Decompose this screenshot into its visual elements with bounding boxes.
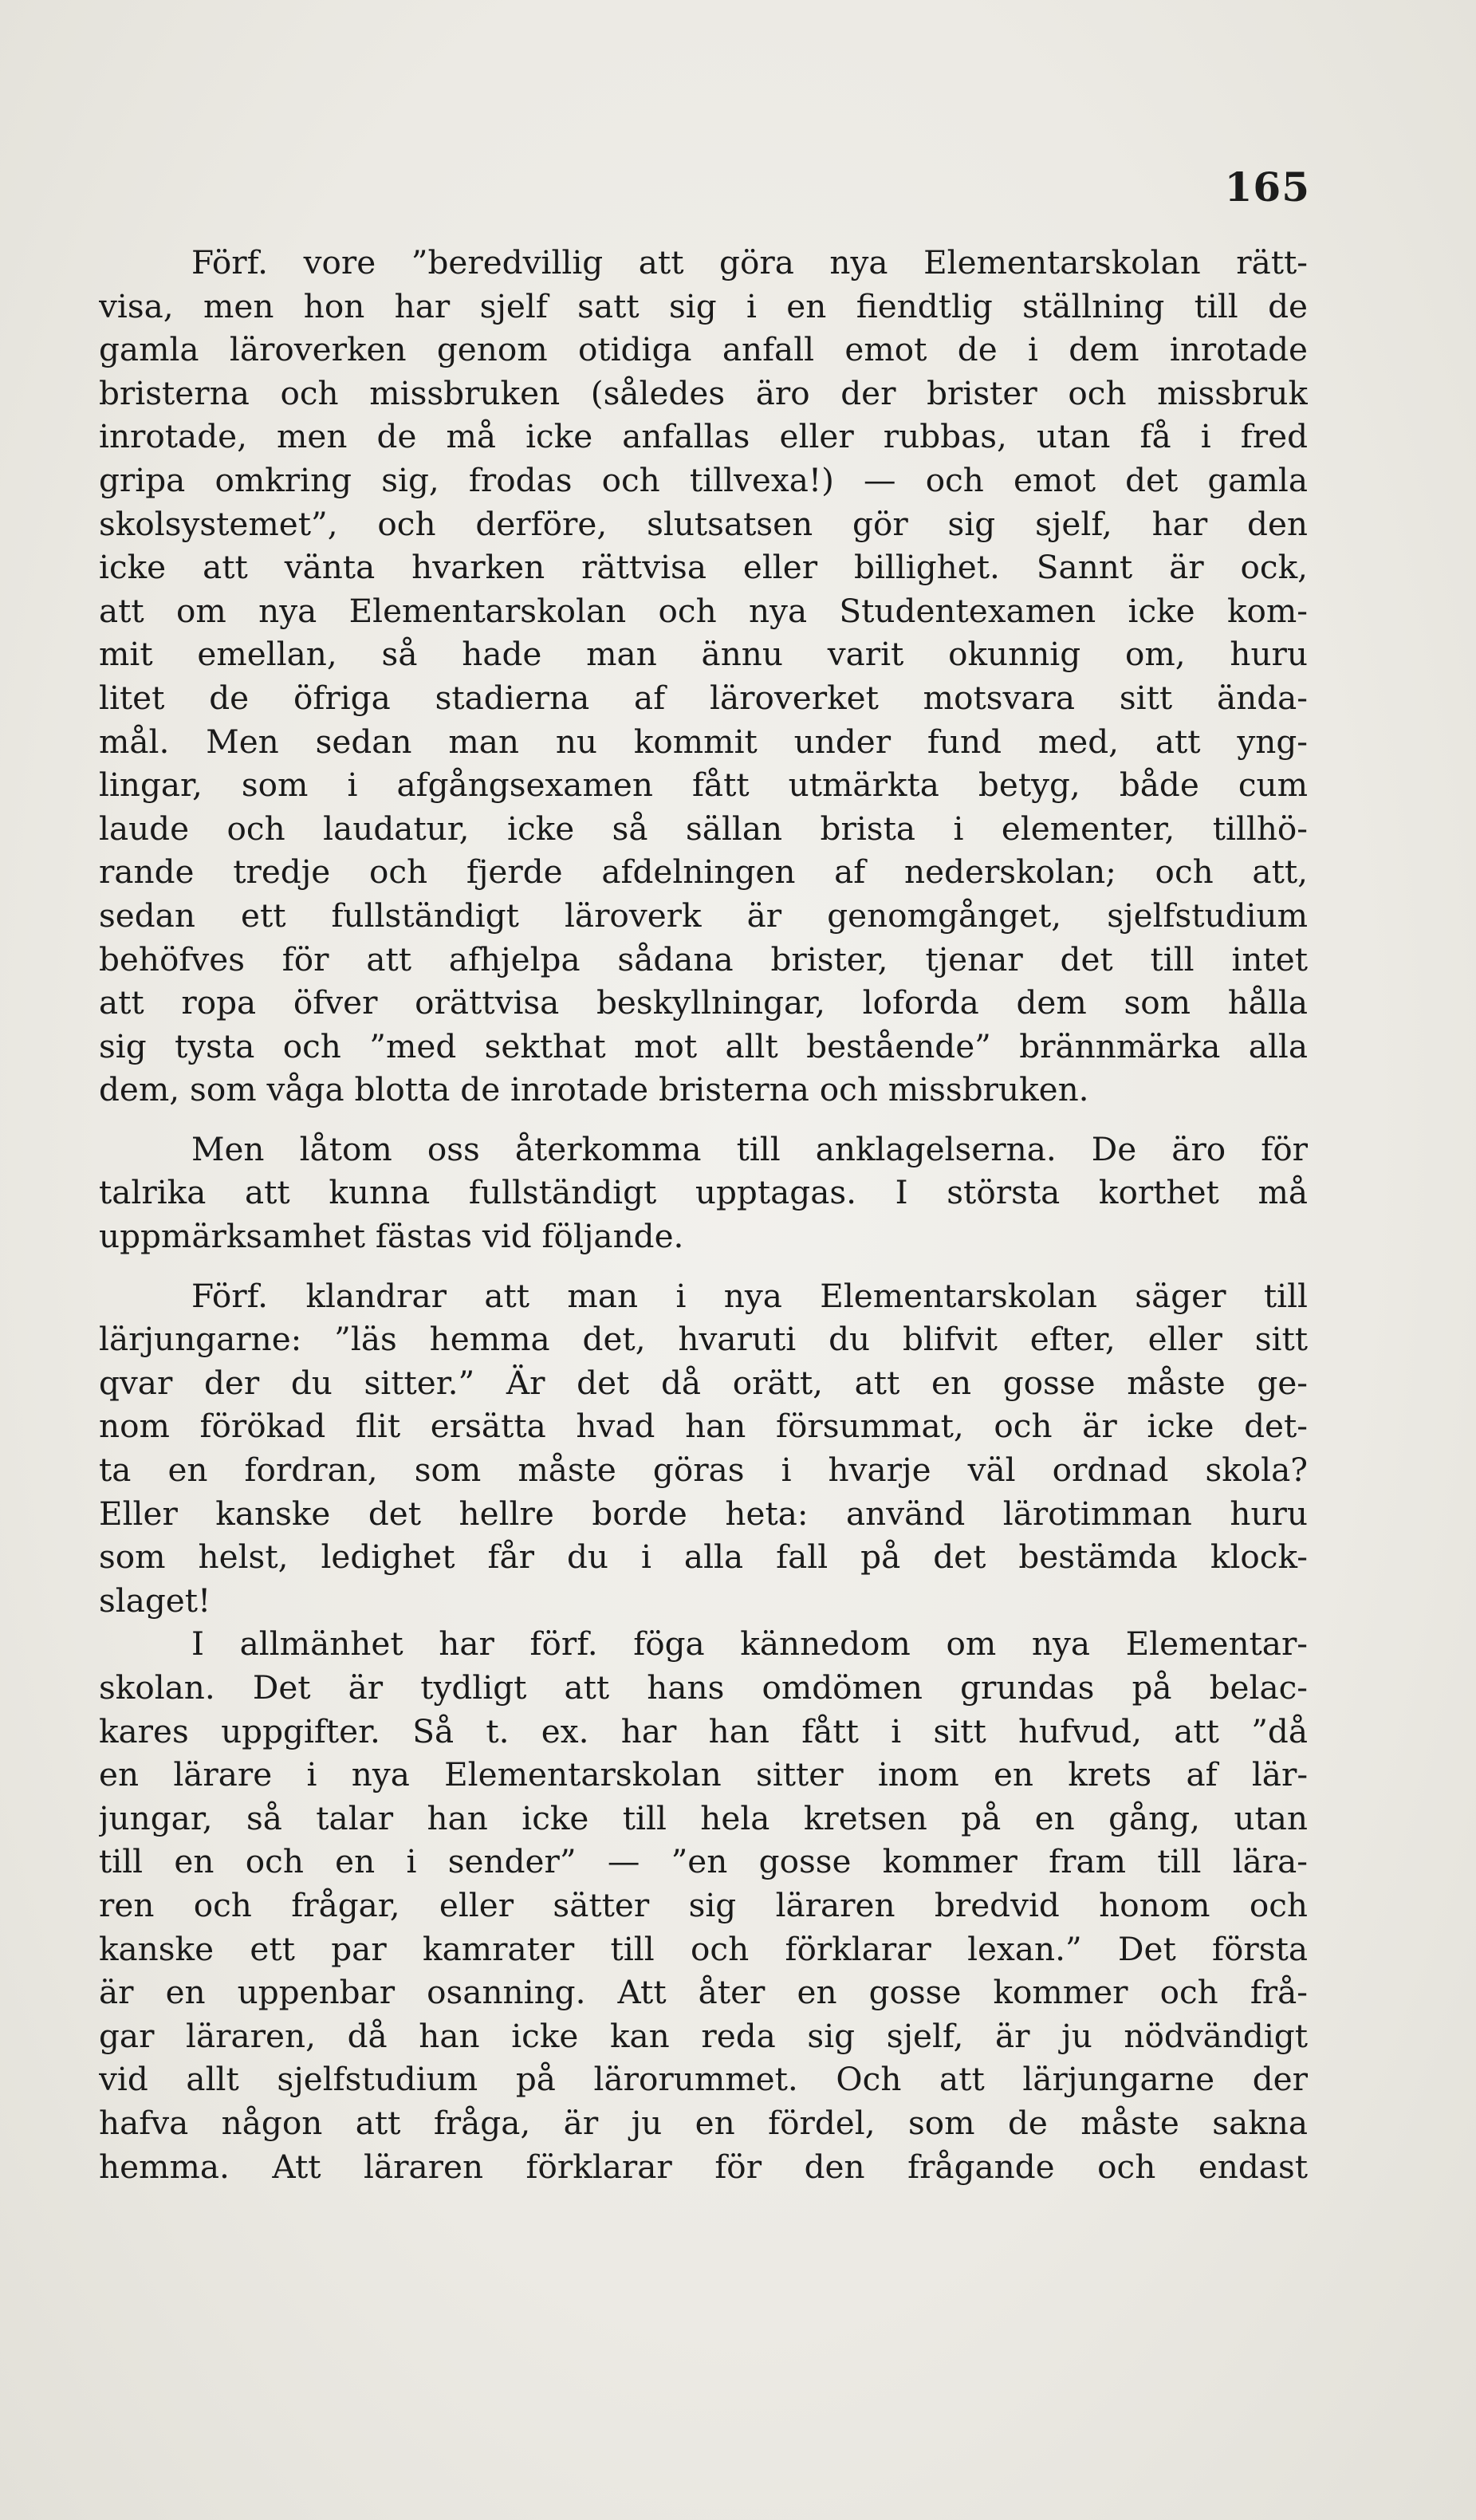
text-line: icke att vänta hvarken rättvisa eller billighet. Sannt är ock, <box>99 548 1308 587</box>
text-line: ta en fordran, som måste göras i hvarje väl ordnad skola? <box>99 1451 1308 1490</box>
text-line: behöfves för att afhjelpa sådana brister, tjenar det till intet <box>99 939 1308 978</box>
text-line: lingar, som i afgångsexamen fått utmärkta betyg, både cum <box>99 766 1308 805</box>
text-line: en lärare i nya Elementarskolan sitter inom en krets af lär- <box>99 1755 1308 1794</box>
text-line: skolan. Det är tydligt att hans omdömen grundas på belac- <box>99 1668 1308 1707</box>
text-line: rande tredje och fjerde afdelningen af nederskolan; och att, <box>99 852 1308 892</box>
text-line: litet de öfriga stadierna af läroverket motsvara sitt ända- <box>99 678 1308 717</box>
text-line: visa, men hon har sjelf satt sig i en fiendtlig ställning till de <box>99 286 1308 325</box>
text-line: Förf. vore ”beredvillig att göra nya Elementarskolan rätt- <box>191 243 1308 282</box>
body-text <box>99 241 1308 2188</box>
text-line: hafva någon att fråga, är ju en fördel, som de måste sakna <box>99 2103 1308 2142</box>
text-line: gamla läroverken genom otidiga anfall emot de i dem inrotade <box>99 330 1308 369</box>
text-line: bristerna och missbruken (således äro der brister och missbruk <box>99 373 1308 412</box>
text-line: gripa omkring sig, frodas och tillvexa!) — och emot det gamla <box>99 460 1308 499</box>
text-line: vid allt sjelfstudium på lärorummet. Och att lärjungarne der <box>99 2060 1308 2099</box>
text-line: laude och laudatur, icke så sällan brista i elementer, tillhö- <box>99 809 1308 848</box>
text-line: mit emellan, så hade man ännu varit okunnig om, huru <box>99 635 1308 674</box>
text-line: uppmärksamhet fästas vid följande. <box>99 1217 684 1256</box>
paragraph-4 <box>99 1622 1308 2188</box>
text-line: Eller kanske det hellre borde heta: använd lärotimman huru <box>99 1494 1308 1533</box>
text-line: lärjungarne: ”läs hemma det, hvaruti du blifvit efter, eller sitt <box>99 1320 1308 1359</box>
text-line: mål. Men sedan man nu kommit under fund med, att yng- <box>99 722 1308 761</box>
page-number: 165 <box>1224 163 1310 211</box>
text-line: kanske ett par kamrater till och förklarar lexan.” Det första <box>99 1929 1308 1968</box>
text-line: att om nya Elementarskolan och nya Studentexamen icke kom- <box>99 591 1308 630</box>
text-line: gar läraren, då han icke kan reda sig sjelf, är ju nödvändigt <box>99 2016 1308 2055</box>
text-line: jungar, så talar han icke till hela kretsen på en gång, utan <box>99 1798 1308 1837</box>
text-line: nom förökad flit ersätta hvad han försummat, och är icke det- <box>99 1407 1308 1446</box>
text-line: Men låtom oss återkomma till anklagelserna. De äro för <box>191 1129 1308 1168</box>
text-line: till en och en i sender” — ”en gosse kommer fram till lära- <box>99 1842 1308 1881</box>
text-line: är en uppenbar osanning. Att åter en gosse kommer och frå- <box>99 1973 1308 2012</box>
paragraph-1 <box>99 241 1308 1112</box>
paragraph-2 <box>99 1128 1308 1258</box>
text-line: kares uppgifter. Så t. ex. har han fått i sitt hufvud, att ”då <box>99 1711 1308 1750</box>
text-line: Förf. klandrar att man i nya Elementarskolan säger till <box>191 1276 1308 1315</box>
text-line: sig tysta och ”med sekthat mot allt bestående” brännmärka alla <box>99 1026 1308 1065</box>
text-line: slaget! <box>99 1581 211 1620</box>
text-line: sedan ett fullständigt läroverk är genomgånget, sjelfstudium <box>99 896 1308 935</box>
paragraph-3 <box>99 1274 1308 1623</box>
text-line: inrotade, men de må icke anfallas eller rubbas, utan få i fred <box>99 417 1308 456</box>
text-line: talrika att kunna fullständigt upptagas. I största korthet må <box>99 1173 1308 1212</box>
text-line: som helst, ledighet får du i alla fall på det bestämda klock- <box>99 1538 1308 1577</box>
text-line: ren och frågar, eller sätter sig läraren bredvid honom och <box>99 1885 1308 1924</box>
text-line: qvar der du sitter.” Är det då orätt, att en gosse måste ge- <box>99 1363 1308 1402</box>
text-line: I allmänhet har förf. föga kännedom om nya Elementar- <box>191 1624 1308 1664</box>
text-line: hemma. Att läraren förklarar för den frågande och endast <box>99 2147 1308 2186</box>
text-line: dem, som våga blotta de inrotade bristerna och missbruken. <box>99 1070 1089 1109</box>
text-line: skolsystemet”, och derföre, slutsatsen gör sig sjelf, har den <box>99 504 1308 543</box>
text-line: att ropa öfver orättvisa beskyllningar, loforda dem som hålla <box>99 983 1308 1022</box>
